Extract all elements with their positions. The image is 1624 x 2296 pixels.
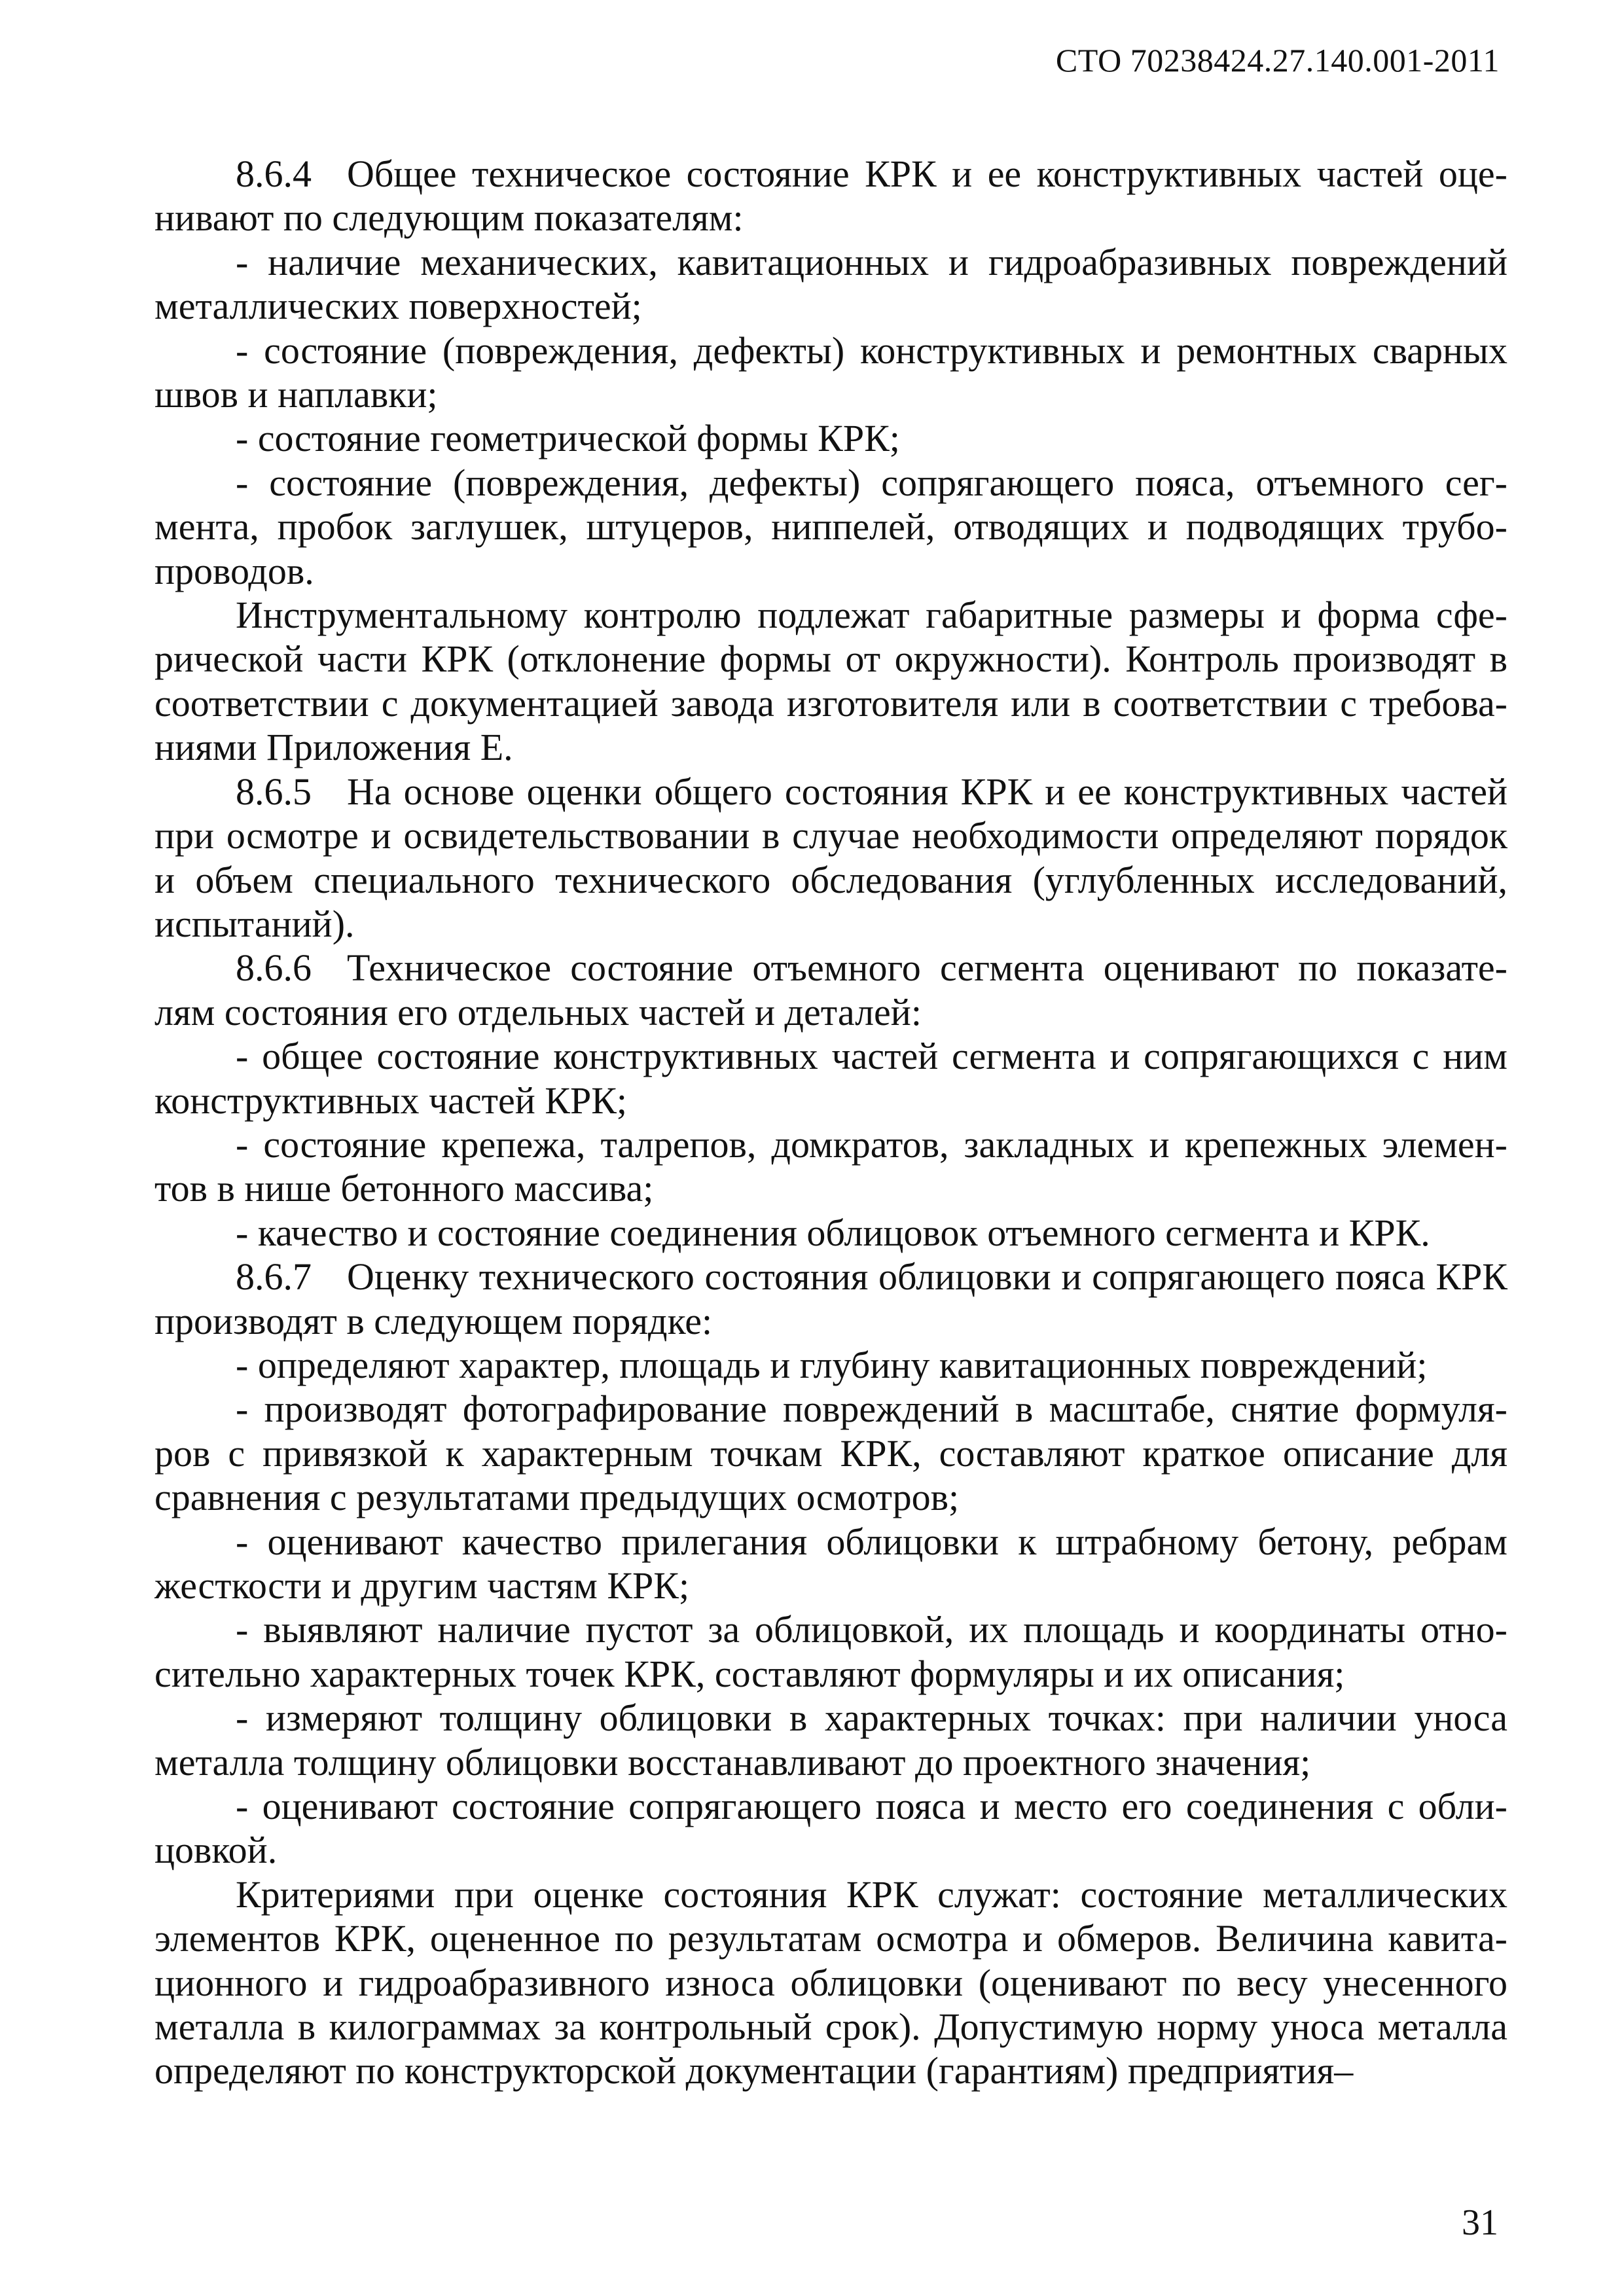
paragraph: Инструментальному контролю подлежат габаритные размеры и форма сфе-рической части КРК (отклонение формы от окружности). Контроль производят в соответствии с документацией завода изготовителя или в соответствии с требова-ниями Приложения Е. bbox=[154, 594, 1507, 769]
paragraph-text: Техническое состояние отъемного сегмента оценивают по показате-лям состояния его отдельных частей и деталей: bbox=[154, 946, 1507, 1033]
section-number: 8.6.4 bbox=[236, 152, 312, 195]
section-number: 8.6.7 bbox=[236, 1255, 312, 1299]
paragraph-text: Общее техническое состояние КРК и ее конструктивных частей оце-нивают по следующим показателям: bbox=[154, 152, 1507, 240]
document-body bbox=[154, 152, 1507, 2093]
list-item: - определяют характер, площадь и глубину кавитационных повреждений; bbox=[236, 1343, 1428, 1386]
list-item: - наличие механических, кавитационных и гидроабразивных повреждений металлических поверхностей; bbox=[154, 240, 1507, 328]
paragraph-text: Оценку технического состояния облицовки и сопрягающего пояса КРК производят в следующем порядке: bbox=[154, 1255, 1507, 1342]
list-item: - измеряют толщину облицовки в характерных точках: при наличии уноса металла толщину облицовки восстанавливают до проектного значения; bbox=[154, 1696, 1507, 1784]
paragraph-8-6-4 bbox=[154, 152, 1507, 240]
section-number: 8.6.6 bbox=[236, 946, 312, 990]
list-item: - выявляют наличие пустот за облицовкой, их площадь и координаты отно-сительно характерных точек КРК, составляют формуляры и их описания; bbox=[154, 1608, 1507, 1695]
paragraph-8-6-6 bbox=[154, 946, 1507, 1034]
list-item: - качество и состояние соединения облицовок отъемного сегмента и КРК. bbox=[236, 1211, 1430, 1254]
list-item: - состояние геометрической формы КРК; bbox=[236, 417, 900, 460]
page-number: 31 bbox=[1462, 2202, 1498, 2243]
section-number: 8.6.5 bbox=[236, 770, 312, 813]
list-item: - оценивают состояние сопрягающего пояса и место его соединения с обли-цовкой. bbox=[154, 1785, 1507, 1872]
paragraph-8-6-5 bbox=[154, 770, 1507, 946]
list-item: - оценивают качество прилегания облицовки к штрабному бетону, ребрам жесткости и другим частям КРК; bbox=[154, 1520, 1507, 1607]
list-item: - состояние (повреждения, дефекты) сопрягающего пояса, отъемного сег-мента, пробок заглушек, штуцеров, ниппелей, отводящих и подводящих трубо-проводов. bbox=[154, 461, 1507, 592]
list-item: - производят фотографирование повреждений в масштабе, снятие формуля-ров с привязкой к характерным точкам КРК, составляют краткое описание для сравнения с результатами предыдущих осмотров; bbox=[154, 1388, 1507, 1519]
paragraph: Критериями при оценке состояния КРК служат: состояние металлических элементов КРК, оцененное по результатам осмотра и обмеров. Величина кавита-ционного и гидроабразивного износа облицовки (оценивают по весу унесенного металла в килограммах за контрольный срок). Допустимую норму уноса металла определяют по конструкторской документации (гарантиям) предприятия– bbox=[154, 1873, 1507, 2092]
list-item: - состояние (повреждения, дефекты) конструктивных и ремонтных сварных швов и наплавки; bbox=[154, 329, 1507, 416]
paragraph-8-6-7 bbox=[154, 1255, 1507, 1343]
list-item: - состояние крепежа, талрепов, домкратов, закладных и крепежных элемен-тов в нише бетонного массива; bbox=[154, 1122, 1507, 1210]
paragraph-text: На основе оценки общего состояния КРК и ее конструктивных частей при осмотре и освидетельствовании в случае необходимости определяют порядок и объем специального технического обследования (углубленных исследований, испытаний). bbox=[154, 770, 1507, 945]
list-item: - общее состояние конструктивных частей сегмента и сопрягающихся с ним конструктивных частей КРК; bbox=[154, 1035, 1507, 1122]
document-code-header: СТО 70238424.27.140.001-2011 bbox=[1055, 42, 1500, 79]
